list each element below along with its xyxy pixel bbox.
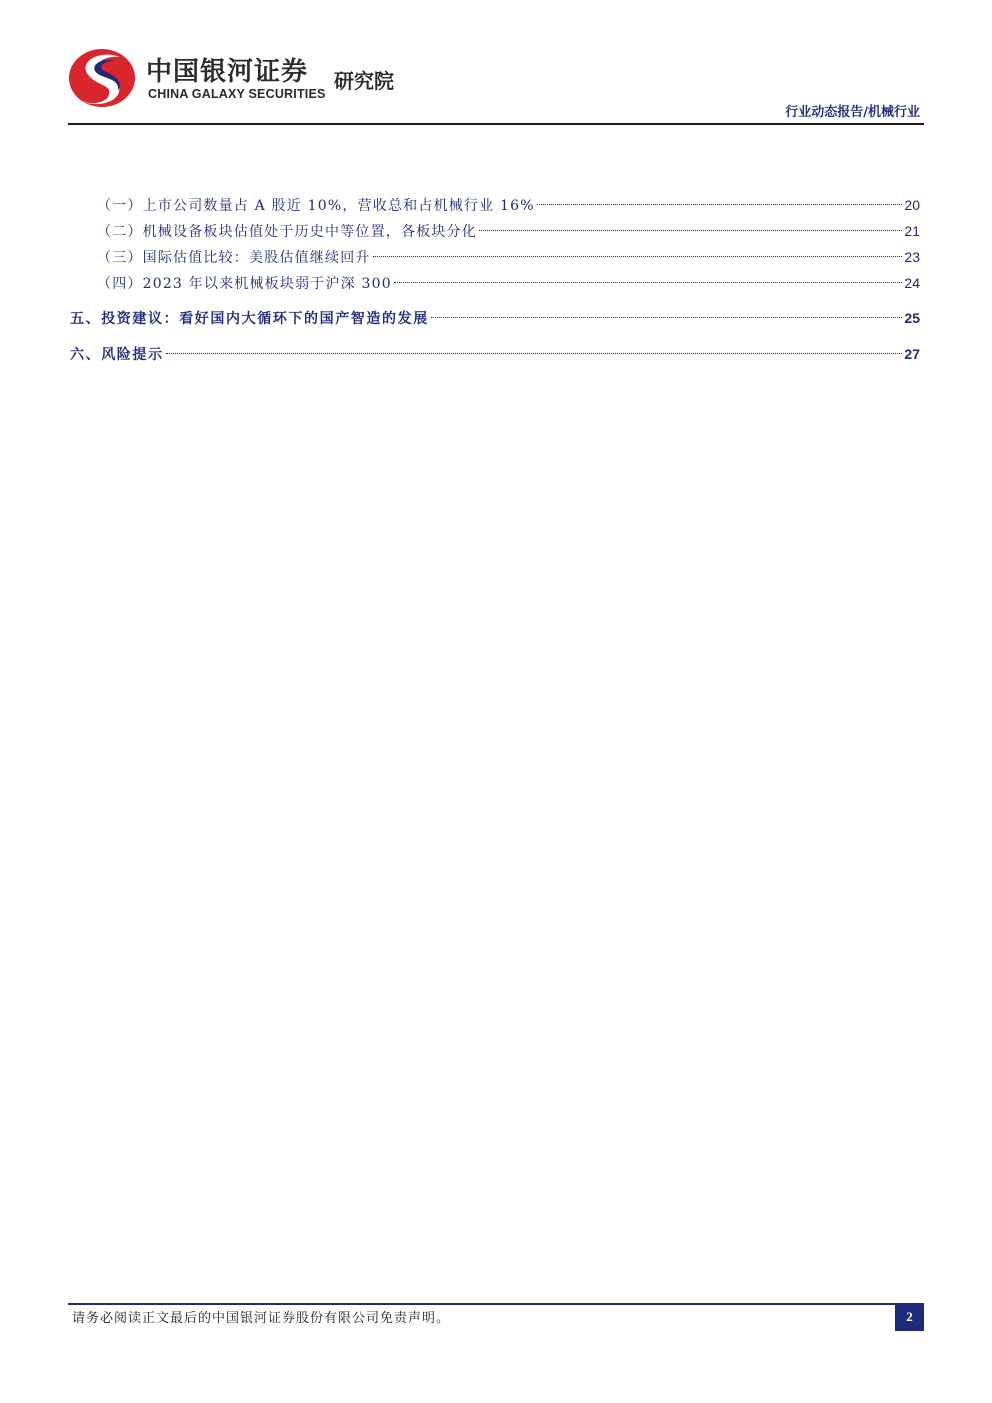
logo-english-name: CHINA GALAXY SECURITIES bbox=[148, 87, 326, 101]
toc-dot-leader bbox=[537, 188, 903, 210]
report-type-label: 行业动态报告/机械行业 bbox=[785, 105, 920, 120]
toc-entry-page: 24 bbox=[904, 275, 920, 291]
toc-entry-title: （三）国际估值比较：美股估值继续回升 bbox=[97, 250, 371, 266]
toc-entry-title: （四）2023 年以来机械板块弱于沪深 300 bbox=[97, 276, 392, 292]
toc-entry-page: 21 bbox=[904, 223, 920, 239]
logo-institute-label: 研究院 bbox=[334, 69, 394, 93]
toc-dot-leader bbox=[479, 214, 902, 236]
toc-entry[interactable] bbox=[97, 266, 920, 292]
footer-divider bbox=[68, 1303, 924, 1305]
toc-entry-title: 六、风险提示 bbox=[70, 347, 164, 363]
toc-section-entry[interactable] bbox=[70, 337, 920, 363]
toc-dot-leader bbox=[431, 301, 903, 323]
toc-dot-leader bbox=[394, 266, 903, 288]
toc-entry-title: 五、投资建议：看好国内大循环下的国产智造的发展 bbox=[70, 311, 429, 327]
toc-entry-page: 23 bbox=[904, 249, 920, 265]
galaxy-logo-icon bbox=[68, 47, 136, 109]
toc-entry[interactable] bbox=[97, 240, 920, 266]
toc-dot-leader bbox=[166, 337, 903, 359]
toc-entry-page: 27 bbox=[904, 346, 920, 362]
header-divider bbox=[68, 123, 924, 125]
toc-entry-title: （二）机械设备板块估值处于历史中等位置，各板块分化 bbox=[97, 224, 477, 240]
toc-entry-page: 20 bbox=[904, 197, 920, 213]
toc-dot-leader bbox=[373, 240, 903, 262]
page-header bbox=[68, 45, 924, 125]
toc-entry-title: （一）上市公司数量占 A 股近 10%，营收总和占机械行业 16% bbox=[97, 198, 535, 214]
toc-entry-page: 25 bbox=[904, 310, 920, 326]
page-number-badge: 2 bbox=[895, 1303, 924, 1331]
footer-disclaimer: 请务必阅读正文最后的中国银河证券股份有限公司免责声明。 bbox=[72, 1311, 451, 1326]
toc-entry[interactable] bbox=[97, 188, 920, 214]
logo-chinese-name: 中国银河证券 bbox=[146, 57, 309, 87]
toc-entry[interactable] bbox=[97, 214, 920, 240]
toc-section-entry[interactable] bbox=[70, 301, 920, 327]
